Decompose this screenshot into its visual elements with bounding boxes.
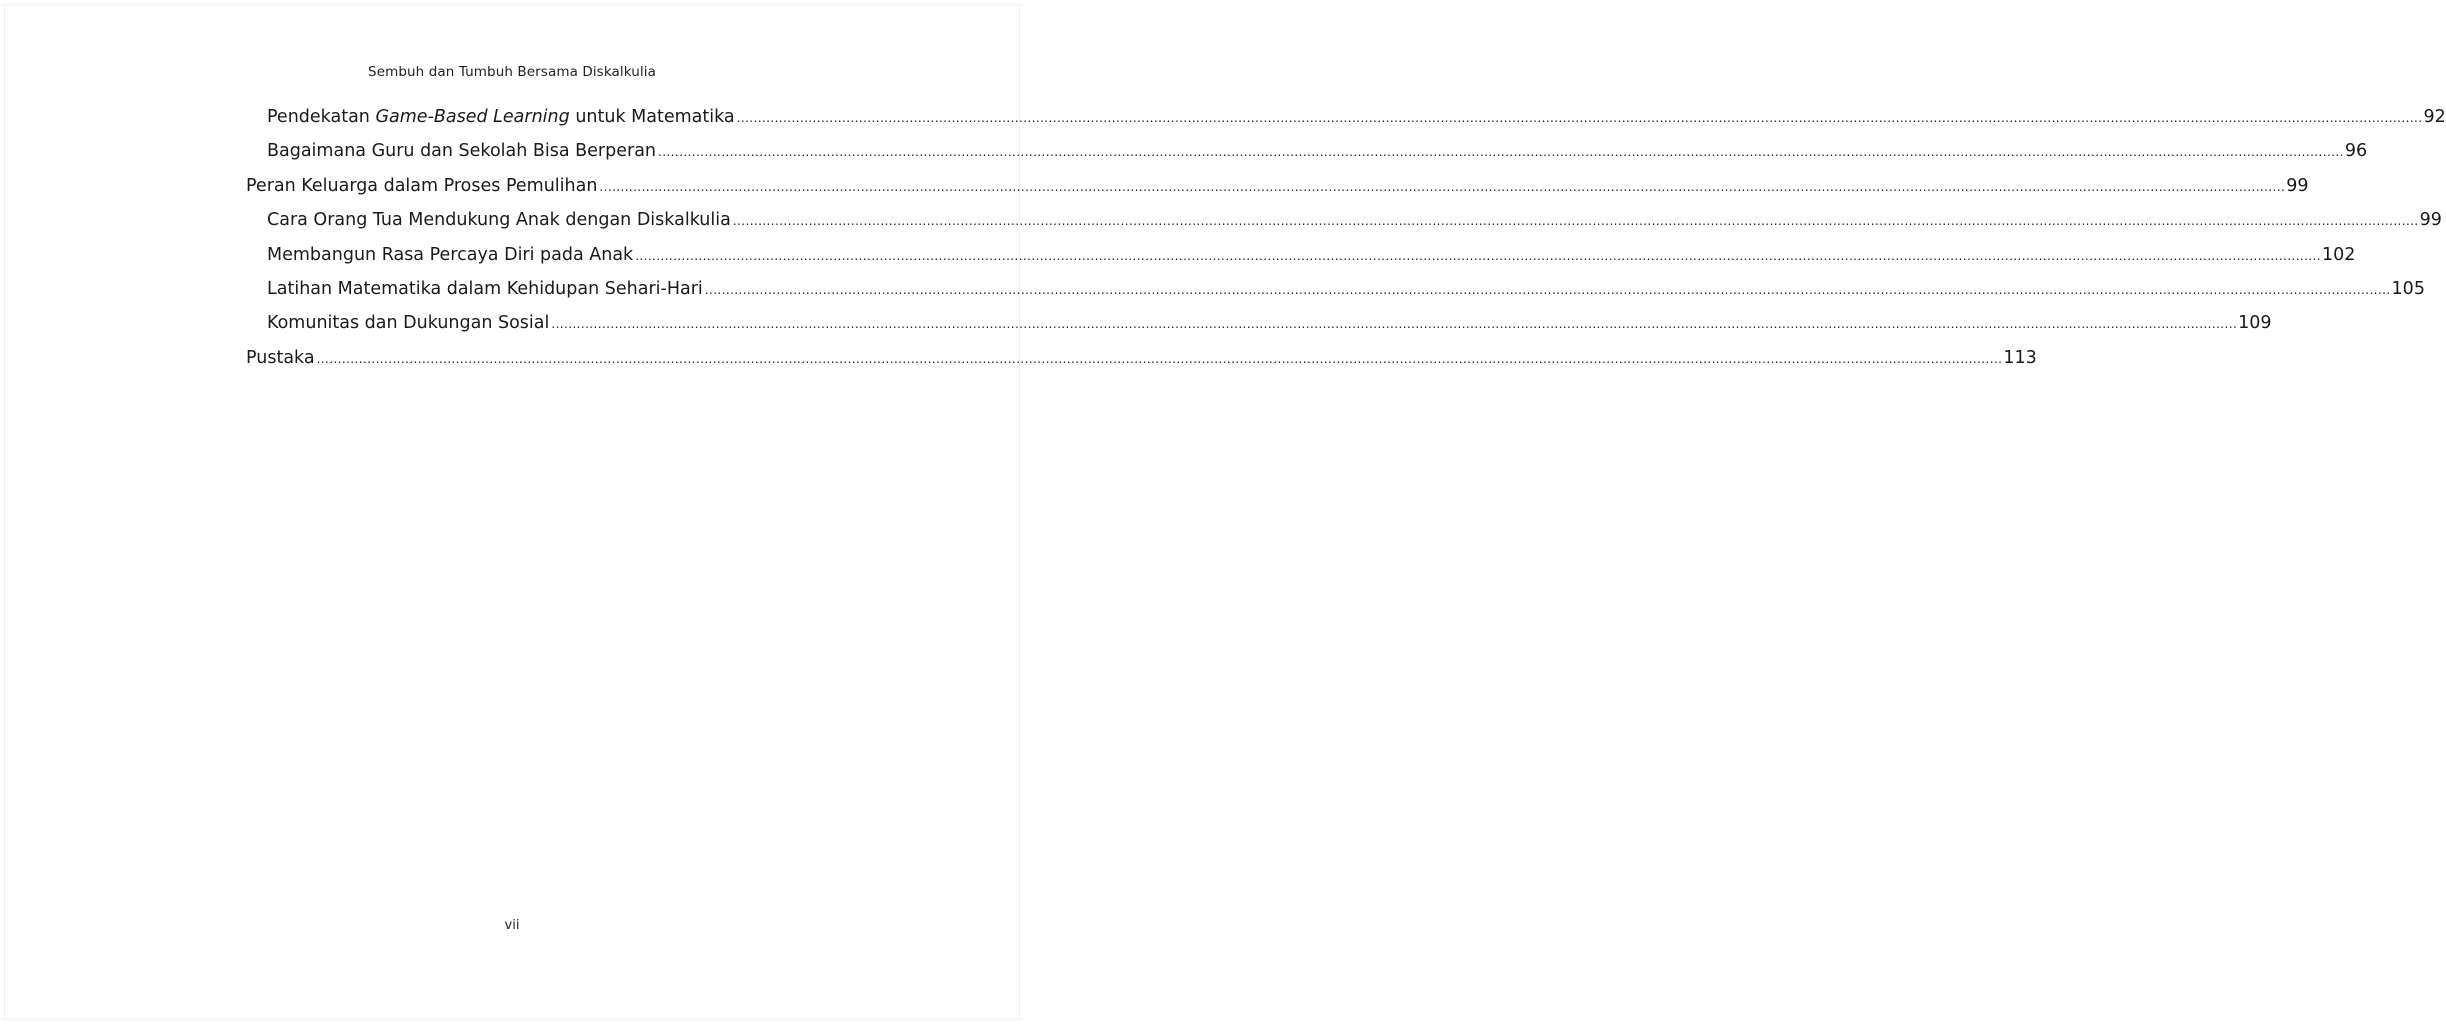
- dot-leader: ................................................................................................................................................................................................................................................................................................................................................................................................................: [736, 111, 2423, 125]
- toc-entry[interactable]: [246, 103, 2446, 137]
- toc-entry[interactable]: [246, 344, 2037, 378]
- toc-page-number: 102: [2321, 244, 2356, 265]
- toc-title-text: untuk Matematika: [569, 107, 735, 127]
- toc-page-number: 92: [2423, 107, 2446, 127]
- toc-entry-title: Komunitas dan Dukungan Sosial: [267, 313, 550, 334]
- toc-entry-title: Membangun Rasa Percaya Diri pada Anak: [267, 244, 634, 265]
- toc-entry-title: [267, 103, 735, 131]
- toc-entry[interactable]: [246, 241, 2356, 275]
- toc-entry[interactable]: [246, 309, 2272, 343]
- dot-leader: ................................................................................................................................................................................................................................................................................................................................................................................................................: [635, 248, 2321, 263]
- toc-entry-title: Peran Keluarga dalam Proses Pemulihan: [246, 175, 598, 196]
- running-header: Sembuh dan Tumbuh Bersama Diskalkulia: [368, 64, 656, 80]
- dot-leader: ................................................................................................................................................................................................................................................................................................................................................................................................................: [704, 282, 2391, 297]
- toc-title-text: Pendekatan: [267, 107, 376, 127]
- toc-entry[interactable]: [246, 137, 2368, 171]
- toc-entry-title: Latihan Matematika dalam Kehidupan Sehari-Hari: [267, 278, 703, 299]
- toc-entry[interactable]: [246, 275, 2425, 309]
- dot-leader: ................................................................................................................................................................................................................................................................................................................................................................................................................: [599, 179, 2286, 194]
- dot-leader: ................................................................................................................................................................................................................................................................................................................................................................................................................: [732, 214, 2419, 229]
- toc-entry-title: Pustaka: [246, 347, 315, 368]
- toc-page-number: 105: [2391, 278, 2425, 299]
- toc-entry-title: Cara Orang Tua Mendukung Anak dengan Diskalkulia: [267, 210, 731, 231]
- toc-page-number: 99: [2419, 210, 2442, 231]
- table-of-contents: [246, 103, 2446, 378]
- toc-page-number: 99: [2286, 175, 2309, 196]
- page-number: vii: [504, 918, 520, 933]
- toc-page-number: 96: [2344, 141, 2368, 162]
- dot-leader: ................................................................................................................................................................................................................................................................................................................................................................................................................: [658, 145, 2344, 160]
- dot-leader: ................................................................................................................................................................................................................................................................................................................................................................................................................: [551, 317, 2238, 332]
- toc-entry[interactable]: [246, 206, 2442, 240]
- dot-leader: ................................................................................................................................................................................................................................................................................................................................................................................................................: [316, 351, 2003, 366]
- toc-page-number: 109: [2238, 313, 2272, 334]
- toc-entry[interactable]: [246, 172, 2309, 206]
- toc-title-emphasis: Game-Based Learning: [375, 107, 570, 127]
- toc-entry-title: Bagaimana Guru dan Sekolah Bisa Berperan: [267, 141, 657, 162]
- toc-page-number: 113: [2003, 347, 2037, 368]
